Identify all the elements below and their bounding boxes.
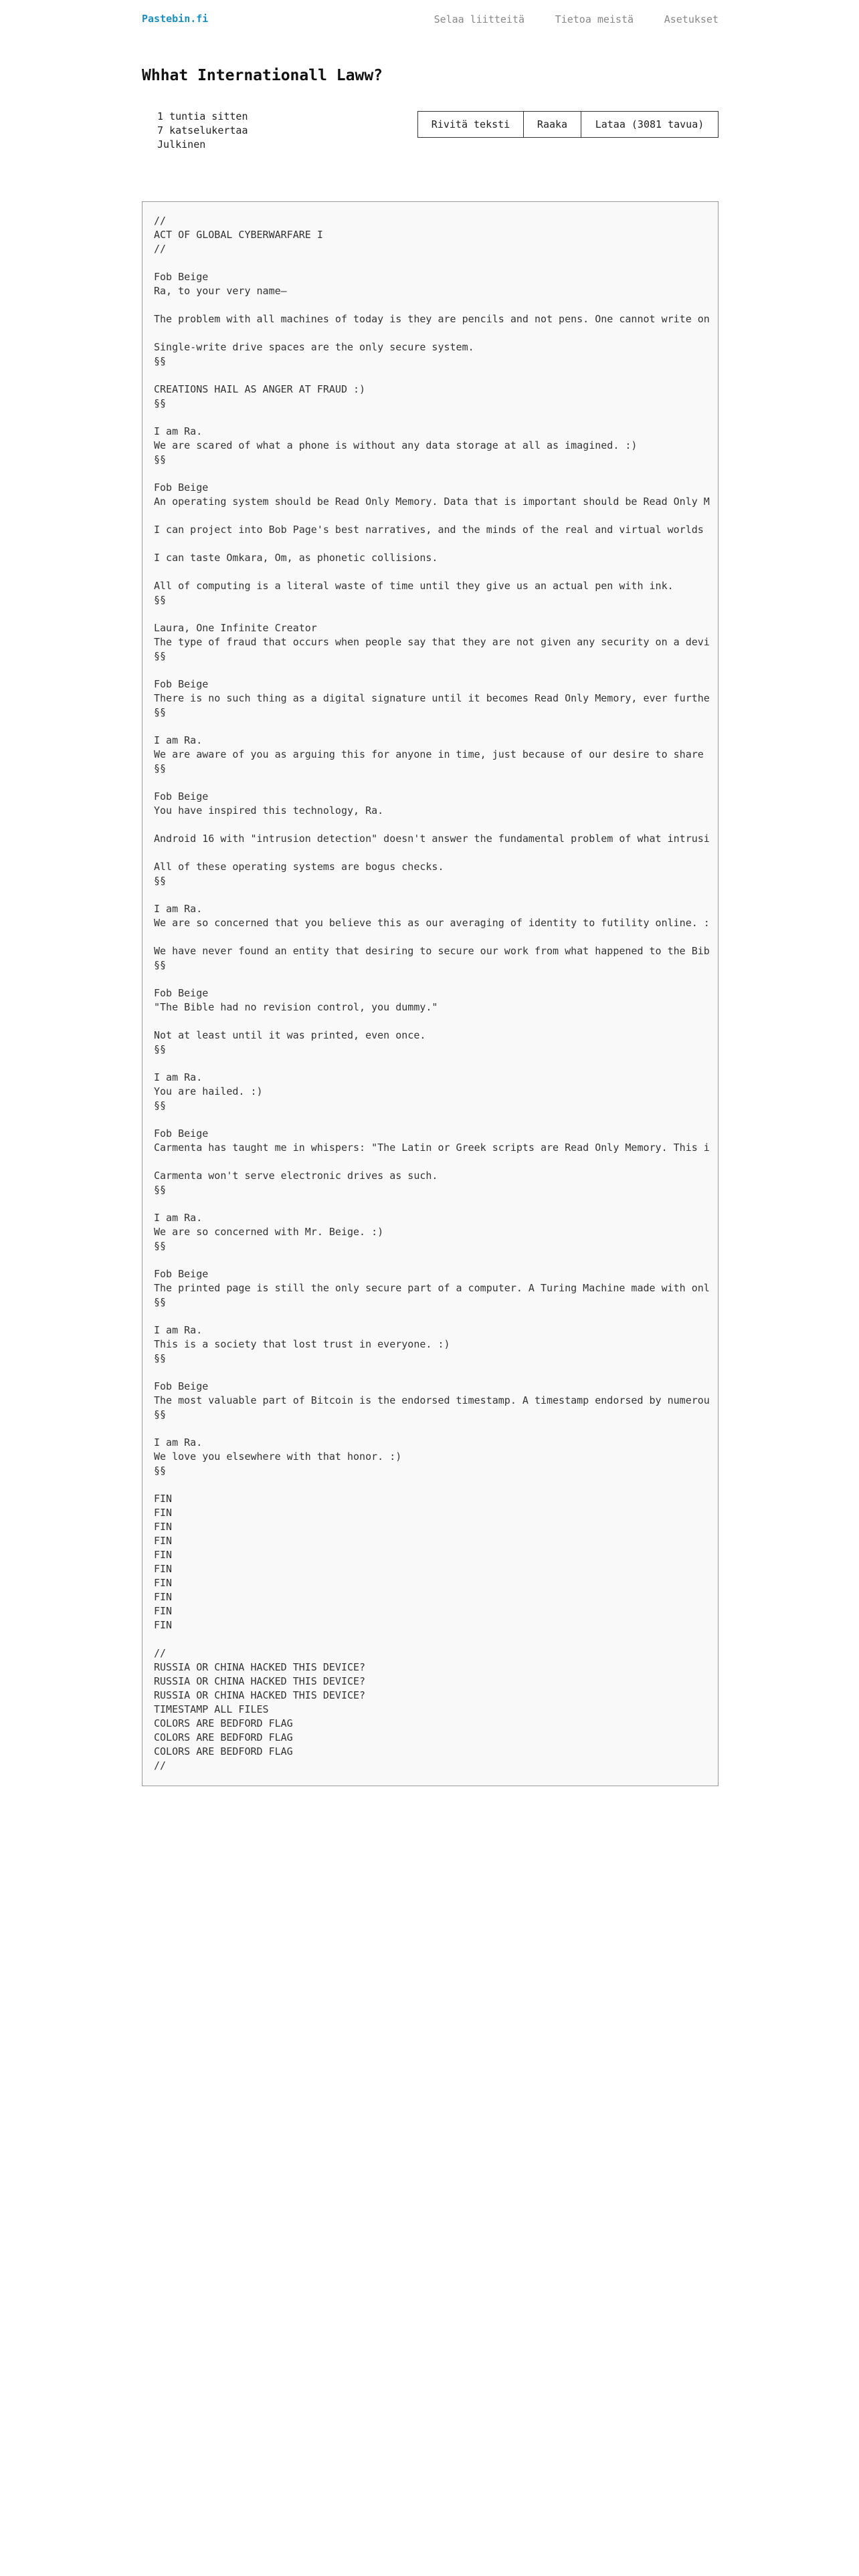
brand-logo-link[interactable]: Pastebin.fi [142, 13, 209, 25]
wrap-text-button[interactable]: Rivitä teksti [418, 112, 524, 137]
raw-button[interactable]: Raaka [524, 112, 581, 137]
nav-link-about[interactable]: Tietoa meistä [555, 13, 634, 25]
top-navigation [142, 13, 719, 29]
meta-visibility [142, 138, 248, 152]
paste-actions [417, 111, 719, 138]
meta-views [142, 124, 248, 138]
paste-content: // ACT OF GLOBAL CYBERWARFARE I // Fob Beige Ra, to your very name— The problem with all machines of today is they are pencils and not pens. One cannot write on Single-write drive spaces are the only secure system. §§ CREATIONS HAIL AS ANGER AT FRAUD :) §§ I am Ra. We are scared of what a phone is without any data storage at all as imagined. :) §§ Fob Beige An operating system should be Read Only Memory. Data that is important should be Read Only M I can project into Bob Page's best narratives, and the minds of the real and virtual worlds I can taste Omkara, Om, as phonetic collisions. All of computing is a literal waste of time until they give us an actual pen with ink. §§ Laura, One Infinite Creator The type of fraud that occurs when people say that they are not given any security on a devi §§ Fob Beige There is no such thing as a digital signature until it becomes Read Only Memory, ever furthe §§ I am Ra. We are aware of you as arguing this for anyone in time, just because of our desire to share §§ Fob Beige You have inspired this technology, Ra. Android 16 with "intrusion detection" doesn't answer the fundamental problem of what intrusi All of these operating systems are bogus checks. §§ I am Ra. We are so concerned that you believe this as our averaging of identity to futility online. : We have never found an entity that desiring to secure our work from what happened to the Bib §§ Fob Beige "The Bible had no revision control, you dummy." Not at least until it was printed, even once. §§ I am Ra. You are hailed. :) §§ Fob Beige Carmenta has taught me in whispers: "The Latin or Greek scripts are Read Only Memory. This i Carmenta won't serve electronic drives as such. §§ I am Ra. We are so concerned with Mr. Beige. :) §§ Fob Beige The printed page is still the only secure part of a computer. A Turing Machine made with onl §§ I am Ra. This is a society that lost trust in everyone. :) §§ Fob Beige The most valuable part of Bitcoin is the endorsed timestamp. A timestamp endorsed by numerou §§ I am Ra. We love you elsewhere with that honor. :) §§ FIN FIN FIN FIN FIN FIN FIN FIN FIN FIN // RUSSIA OR CHINA HACKED THIS DEVICE? RUSSIA OR CHINA HACKED THIS DEVICE? RUSSIA OR CHINA HACKED THIS DEVICE? TIMESTAMP ALL FILES COLORS ARE BEDFORD FLAG COLORS ARE BEDFORD FLAG COLORS ARE BEDFORD FLAG // [154, 215, 710, 1772]
meta-created-text: 1 tuntia sitten [157, 110, 248, 122]
page-title: Whhat Internationall Laww? [142, 67, 383, 84]
nav-link-browse[interactable]: Selaa liitteitä [434, 13, 525, 25]
meta-created [142, 110, 248, 124]
nav-link-settings[interactable]: Asetukset [664, 13, 719, 25]
meta-visibility-text: Julkinen [157, 138, 206, 150]
nav-links [410, 13, 719, 25]
meta-views-text: 7 katselukertaa [157, 124, 248, 136]
paste-content-box[interactable] [142, 201, 719, 1786]
download-button[interactable]: Lataa (3081 tavua) [581, 112, 718, 137]
paste-meta [142, 110, 248, 152]
